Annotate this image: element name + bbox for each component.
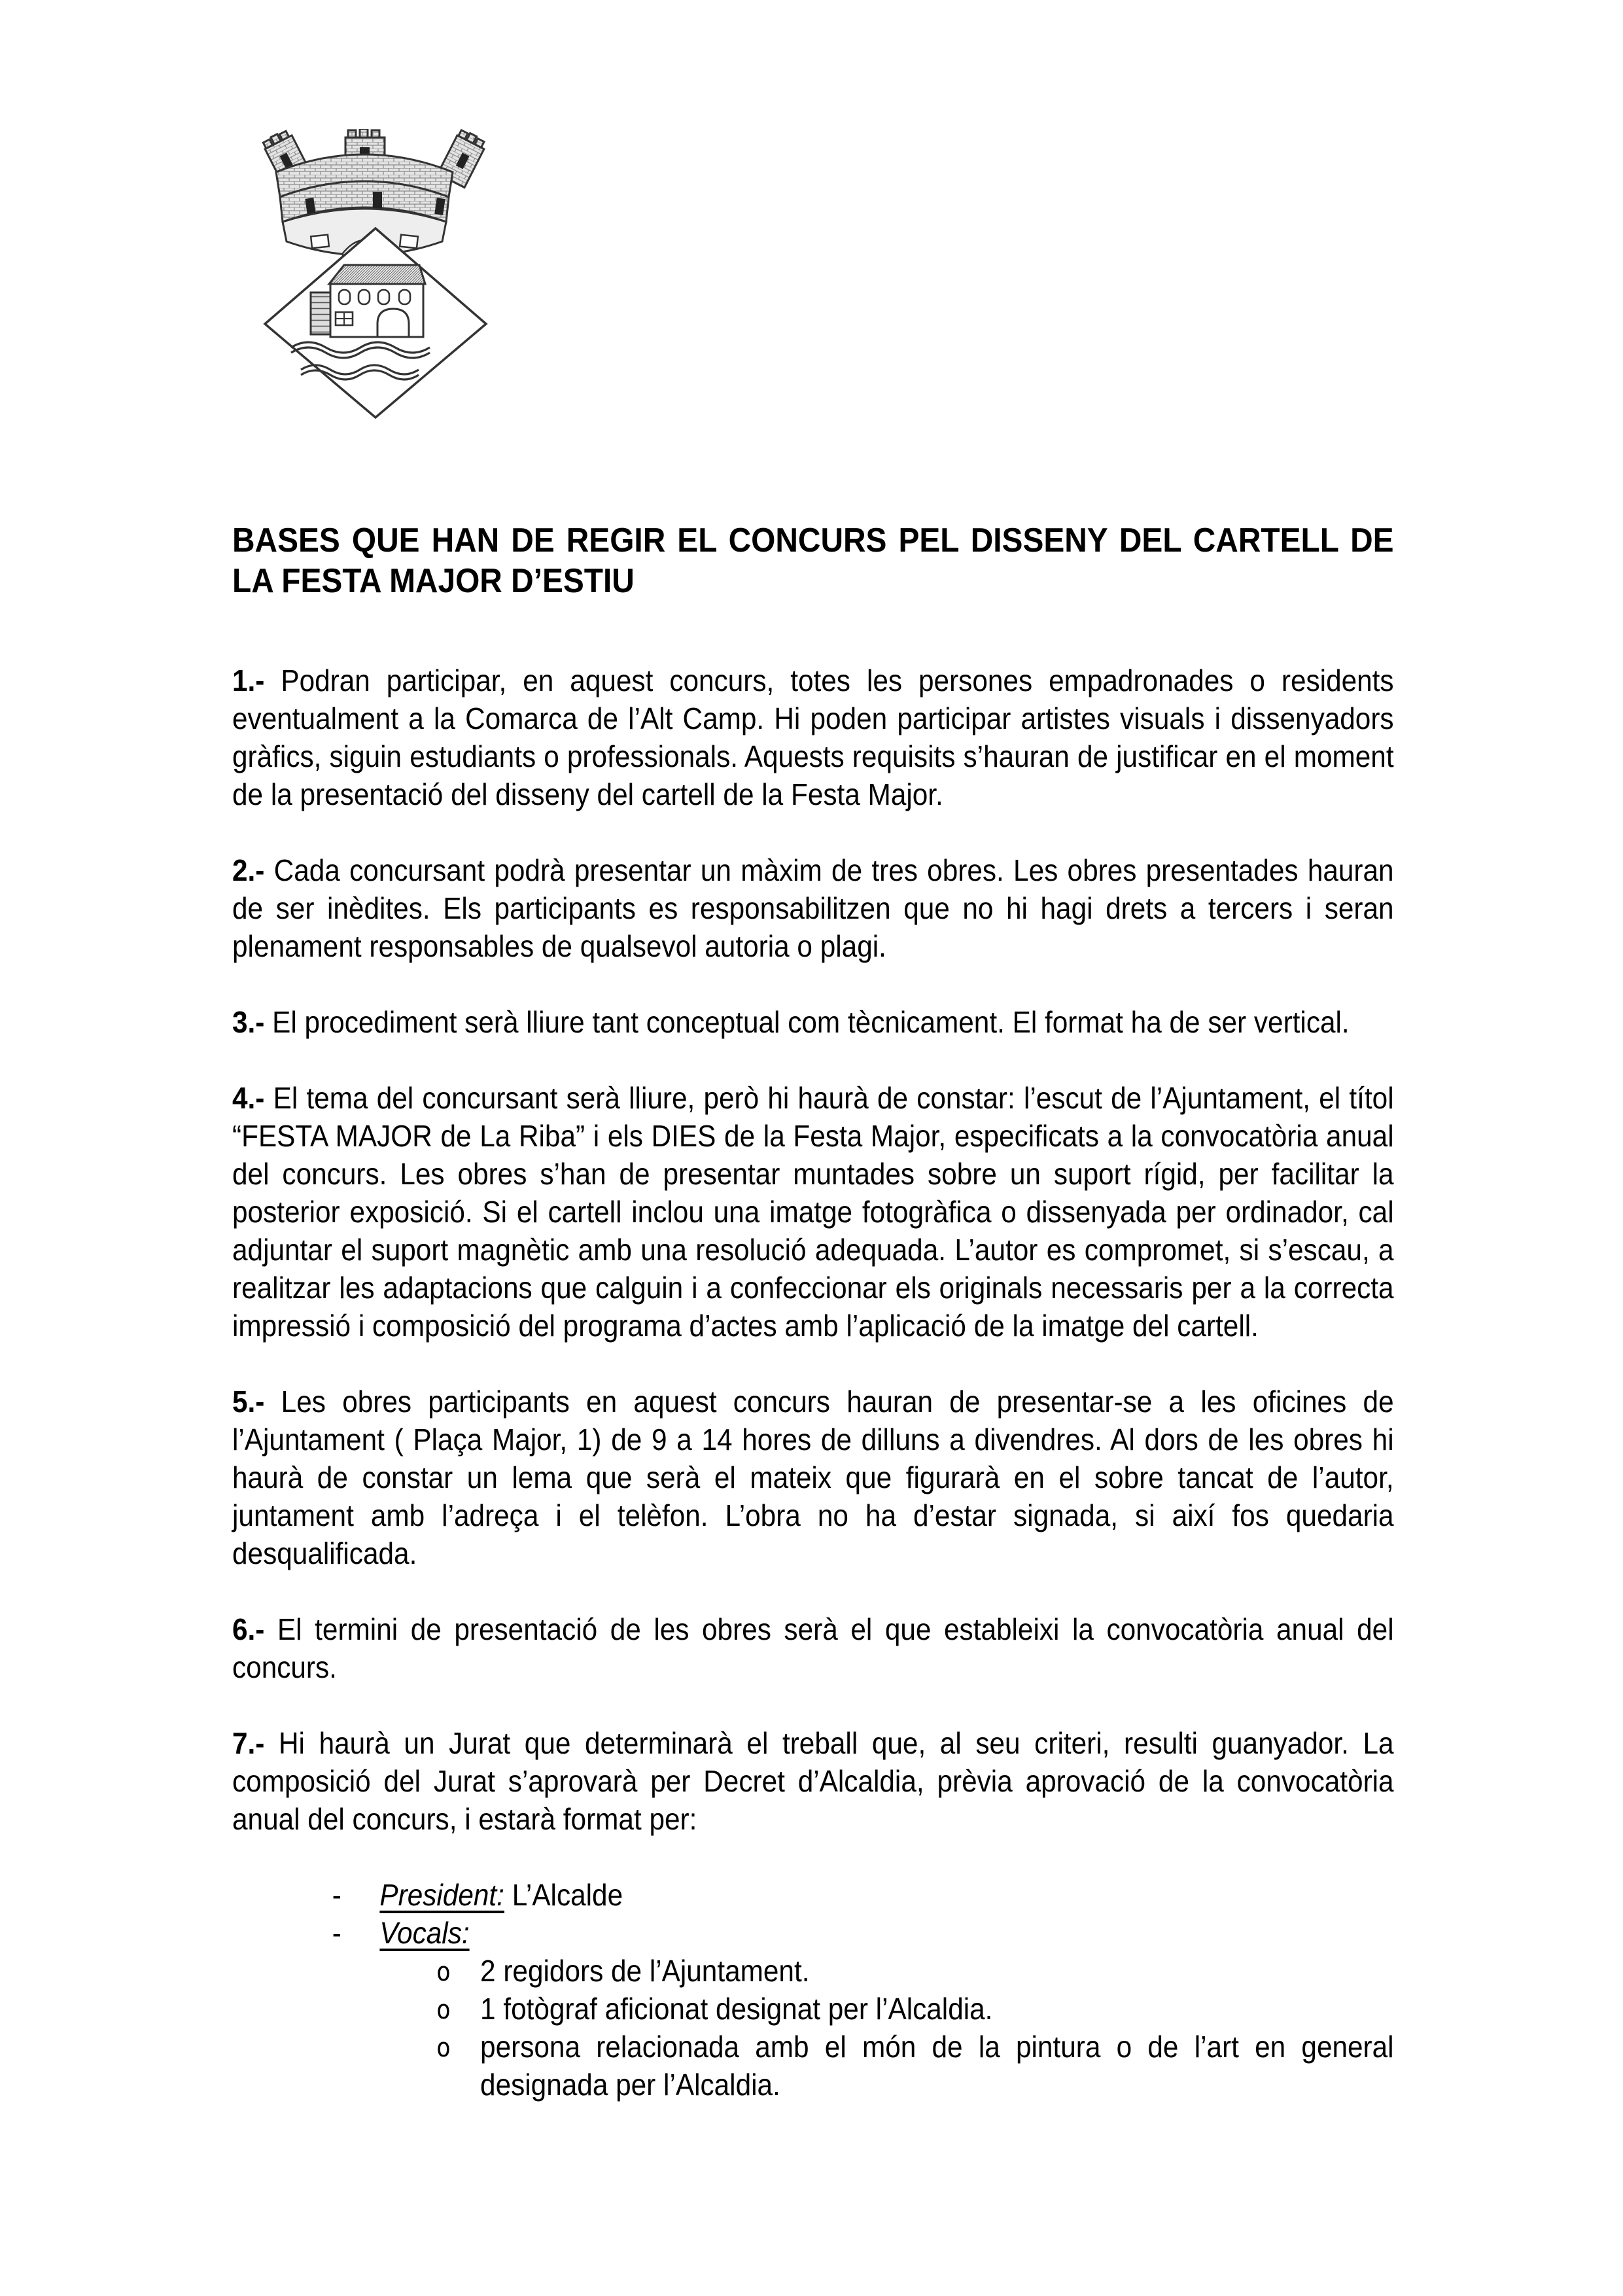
sub-item-text: 1 fotògraf aficionat designat per l’Alcaldia. [480, 1992, 993, 2026]
sub-item-text: 2 regidors de l’Ajuntament. [480, 1954, 810, 1988]
paragraph-5-number: 5.- [232, 1385, 265, 1419]
paragraph-2-text: Cada concursant podrà presentar un màxim de tres obres. Les obres presentades hauran de ser inèdites. Els participants es responsabilitzen que no hi hagi drets a tercers i seran plenament responsables de qualsevol autoria o plagi. [232, 853, 1394, 963]
dash-marker: - [332, 1916, 341, 1950]
paragraph-5 [232, 1383, 1394, 1572]
coat-of-arms-la-riba-icon [260, 129, 489, 419]
paragraph-3-number: 3.- [232, 1005, 265, 1039]
president-value: L’Alcalde [504, 1878, 623, 1912]
paragraph-2-number: 2.- [232, 853, 265, 887]
vocals-label: Vocals: [379, 1916, 470, 1950]
circle-marker: o [436, 1957, 451, 1987]
sub-list-item-fotograf [232, 1990, 1394, 2028]
paragraph-6-number: 6.- [232, 1612, 265, 1646]
paragraph-6-text: El termini de presentació de les obres serà el que estableixi la convocatòria anual del concurs. [232, 1612, 1394, 1684]
paragraph-2 [232, 851, 1394, 965]
paragraph-3 [232, 1003, 1394, 1041]
document-title: BASES QUE HAN DE REGIR EL CONCURS PEL DISSENY DEL CARTELL DE LA FESTA MAJOR D’ESTIU [232, 521, 1394, 600]
jury-list [232, 1876, 1394, 2104]
circle-marker: o [436, 2033, 451, 2063]
document-content [232, 520, 1394, 2104]
paragraph-4 [232, 1079, 1394, 1345]
list-item-vocals [232, 1914, 1394, 1952]
paragraph-1-number: 1.- [232, 663, 265, 698]
paragraph-1 [232, 662, 1394, 813]
paragraph-4-number: 4.- [232, 1081, 265, 1115]
dash-marker: - [332, 1878, 341, 1912]
sub-list-item-regidors [232, 1952, 1394, 1990]
paragraph-7 [232, 1724, 1394, 1838]
sub-item-text: persona relacionada amb el món de la pintura o de l’art en general designada per l’Alcaldia. [480, 2030, 1394, 2102]
paragraph-5-text: Les obres participants en aquest concurs hauran de presentar-se a les oficines de l’Ajuntament ( Plaça Major, 1) de 9 a 14 hores de dilluns a divendres. Al dors de les obres hi haurà de constar un lema que serà el mateix que figurarà en el sobre tancat de l’autor, juntament amb l’adreça i el telèfon. L’obra no ha d’estar signada, si així fos quedaria desqualificada. [232, 1385, 1394, 1570]
circle-marker: o [436, 1995, 451, 2025]
paragraph-6 [232, 1610, 1394, 1686]
president-label: President: [379, 1878, 504, 1912]
paragraph-7-text: Hi haurà un Jurat que determinarà el treball que, al seu criteri, resulti guanyador. La composició del Jurat s’aprovarà per Decret d’Alcaldia, prèvia aprovació de la convocatòria anual del concurs, i estarà format per: [232, 1726, 1394, 1836]
paragraph-3-text: El procediment serà lliure tant conceptual com tècnicament. El format ha de ser vertical. [264, 1005, 1350, 1039]
paragraph-4-text: El tema del concursant serà lliure, però hi haurà de constar: l’escut de l’Ajuntament, el títol “FESTA MAJOR de La Riba” i els DIES de la Festa Major, especificats a la convocatòria anual del concurs. Les obres s’han de presentar muntades sobre un suport rígid, per facilitar la posterior exposició. Si el cartell inclou una imatge fotogràfica o dissenyada per ordinador, cal adjuntar el suport magnètic amb una resolució adequada. L’autor es compromet, si s’escau, a realitzar les adaptacions que calguin i a confeccionar els originals necessaris per a la correcta impressió i composició del programa d’actes amb l’aplicació de la imatge del cartell. [232, 1081, 1394, 1343]
paragraph-7-number: 7.- [232, 1726, 265, 1760]
sub-list-item-persona-art [232, 2028, 1394, 2104]
list-item-president [232, 1876, 1394, 1914]
paragraph-1-text: Podran participar, en aquest concurs, totes les persones empadronades o residents eventualment a la Comarca de l’Alt Camp. Hi poden participar artistes visuals i dissenyadors gràfics, siguin estudiants o professionals. Aquests requisits s’hauran de justificar en el moment de la presentació del disseny del cartell de la Festa Major. [232, 663, 1394, 811]
